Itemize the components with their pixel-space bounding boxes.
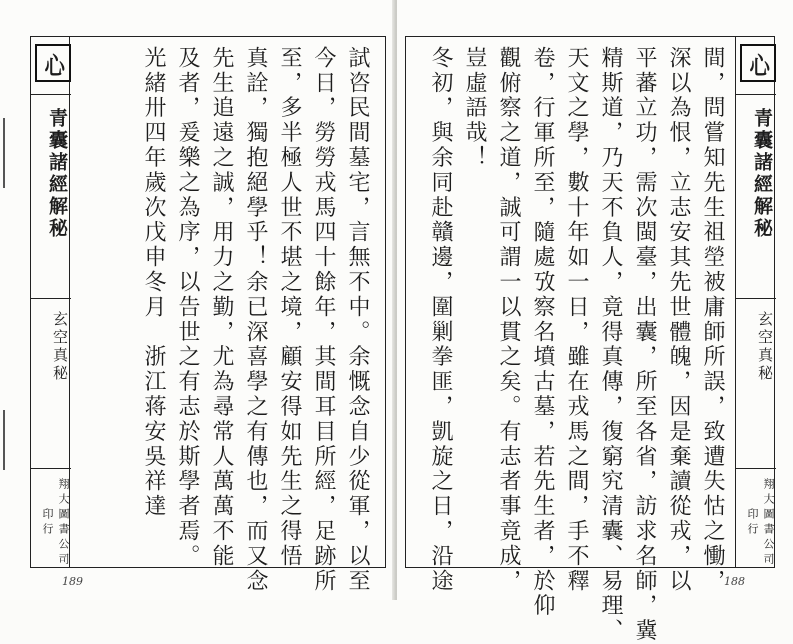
text-column: 先生追遠之誠，用力之勤，尤為尋常人萬萬不能 [209,46,234,569]
text-column: 真詮，獨抱絕學乎！余已深喜學之有傳也，而又念 [243,46,268,594]
page-number: 189 [62,575,83,588]
text-column: 觀俯察之道，誠可謂一以貫之矣。有志者事竟成， [496,46,521,594]
chapter-title: 玄空真秘 [756,311,774,383]
book-title: 青囊諸經解秘 [46,108,68,240]
publisher-name: 翔大圖書公司印行 [41,478,70,568]
publisher-logo-icon: 心 [35,44,71,82]
page-number: 188 [724,575,745,588]
text-column: 深以為恨，立志安其先世體魄，因是棄讀從戎，以 [666,46,691,594]
text-column: 冬初，與余同赴贛邊，圍剿拳匪，凱旋之日，沿途 [428,46,453,594]
chapter-title: 玄空真秘 [51,311,69,383]
text-column: 間，問嘗知先生祖塋被庸師所誤，致遭失怙之慟， [700,46,725,594]
signoff [0,46,126,556]
right-page-text [411,46,729,644]
text-column: 今日，勞勞戎馬四十餘年，其間耳目所經，足跡所 [311,46,336,594]
text-column: 及者，爰樂之為序，以告世之有志於斯學者焉。 [175,46,200,569]
right-page [397,0,793,644]
scan-edge-mark [3,410,5,470]
banner-divider [736,298,776,299]
text-column: 精斯道，乃天不負人，竟得真傳，復窮究清囊、易理、 [598,46,623,644]
text-column: 天文之學，數十年如一日，雖在戎馬之間，手不釋 [564,46,589,594]
text-column: 豈虛語哉！ [462,46,487,171]
text-column: 平蕃立功，需次閩臺，出囊，所至各省，訪求名師，冀 [632,46,657,644]
banner-divider [736,468,776,469]
left-page-text [84,46,374,594]
text-column: 至，多半極人世不堪之境，顧安得如先生之得悟 [277,46,302,569]
right-side-banner [735,36,775,568]
publisher-name: 翔大圖書公司印行 [746,478,775,568]
banner-divider [736,94,776,95]
scan-edge-mark [3,118,5,188]
publisher-logo-icon: 心 [740,44,776,82]
book-title: 青囊諸經解秘 [751,108,773,240]
text-column: 卷，行軍所至，隨處攷察名墳古墓，若先生者，於仰 [530,46,555,619]
text-column: 試咨民間墓宅，言無不中。余慨念自少從軍，以至 [345,46,370,594]
left-page [0,0,396,600]
date-line: 光緒卅四年歲次戊申冬月 浙江蒋安吳祥達 [141,46,166,520]
